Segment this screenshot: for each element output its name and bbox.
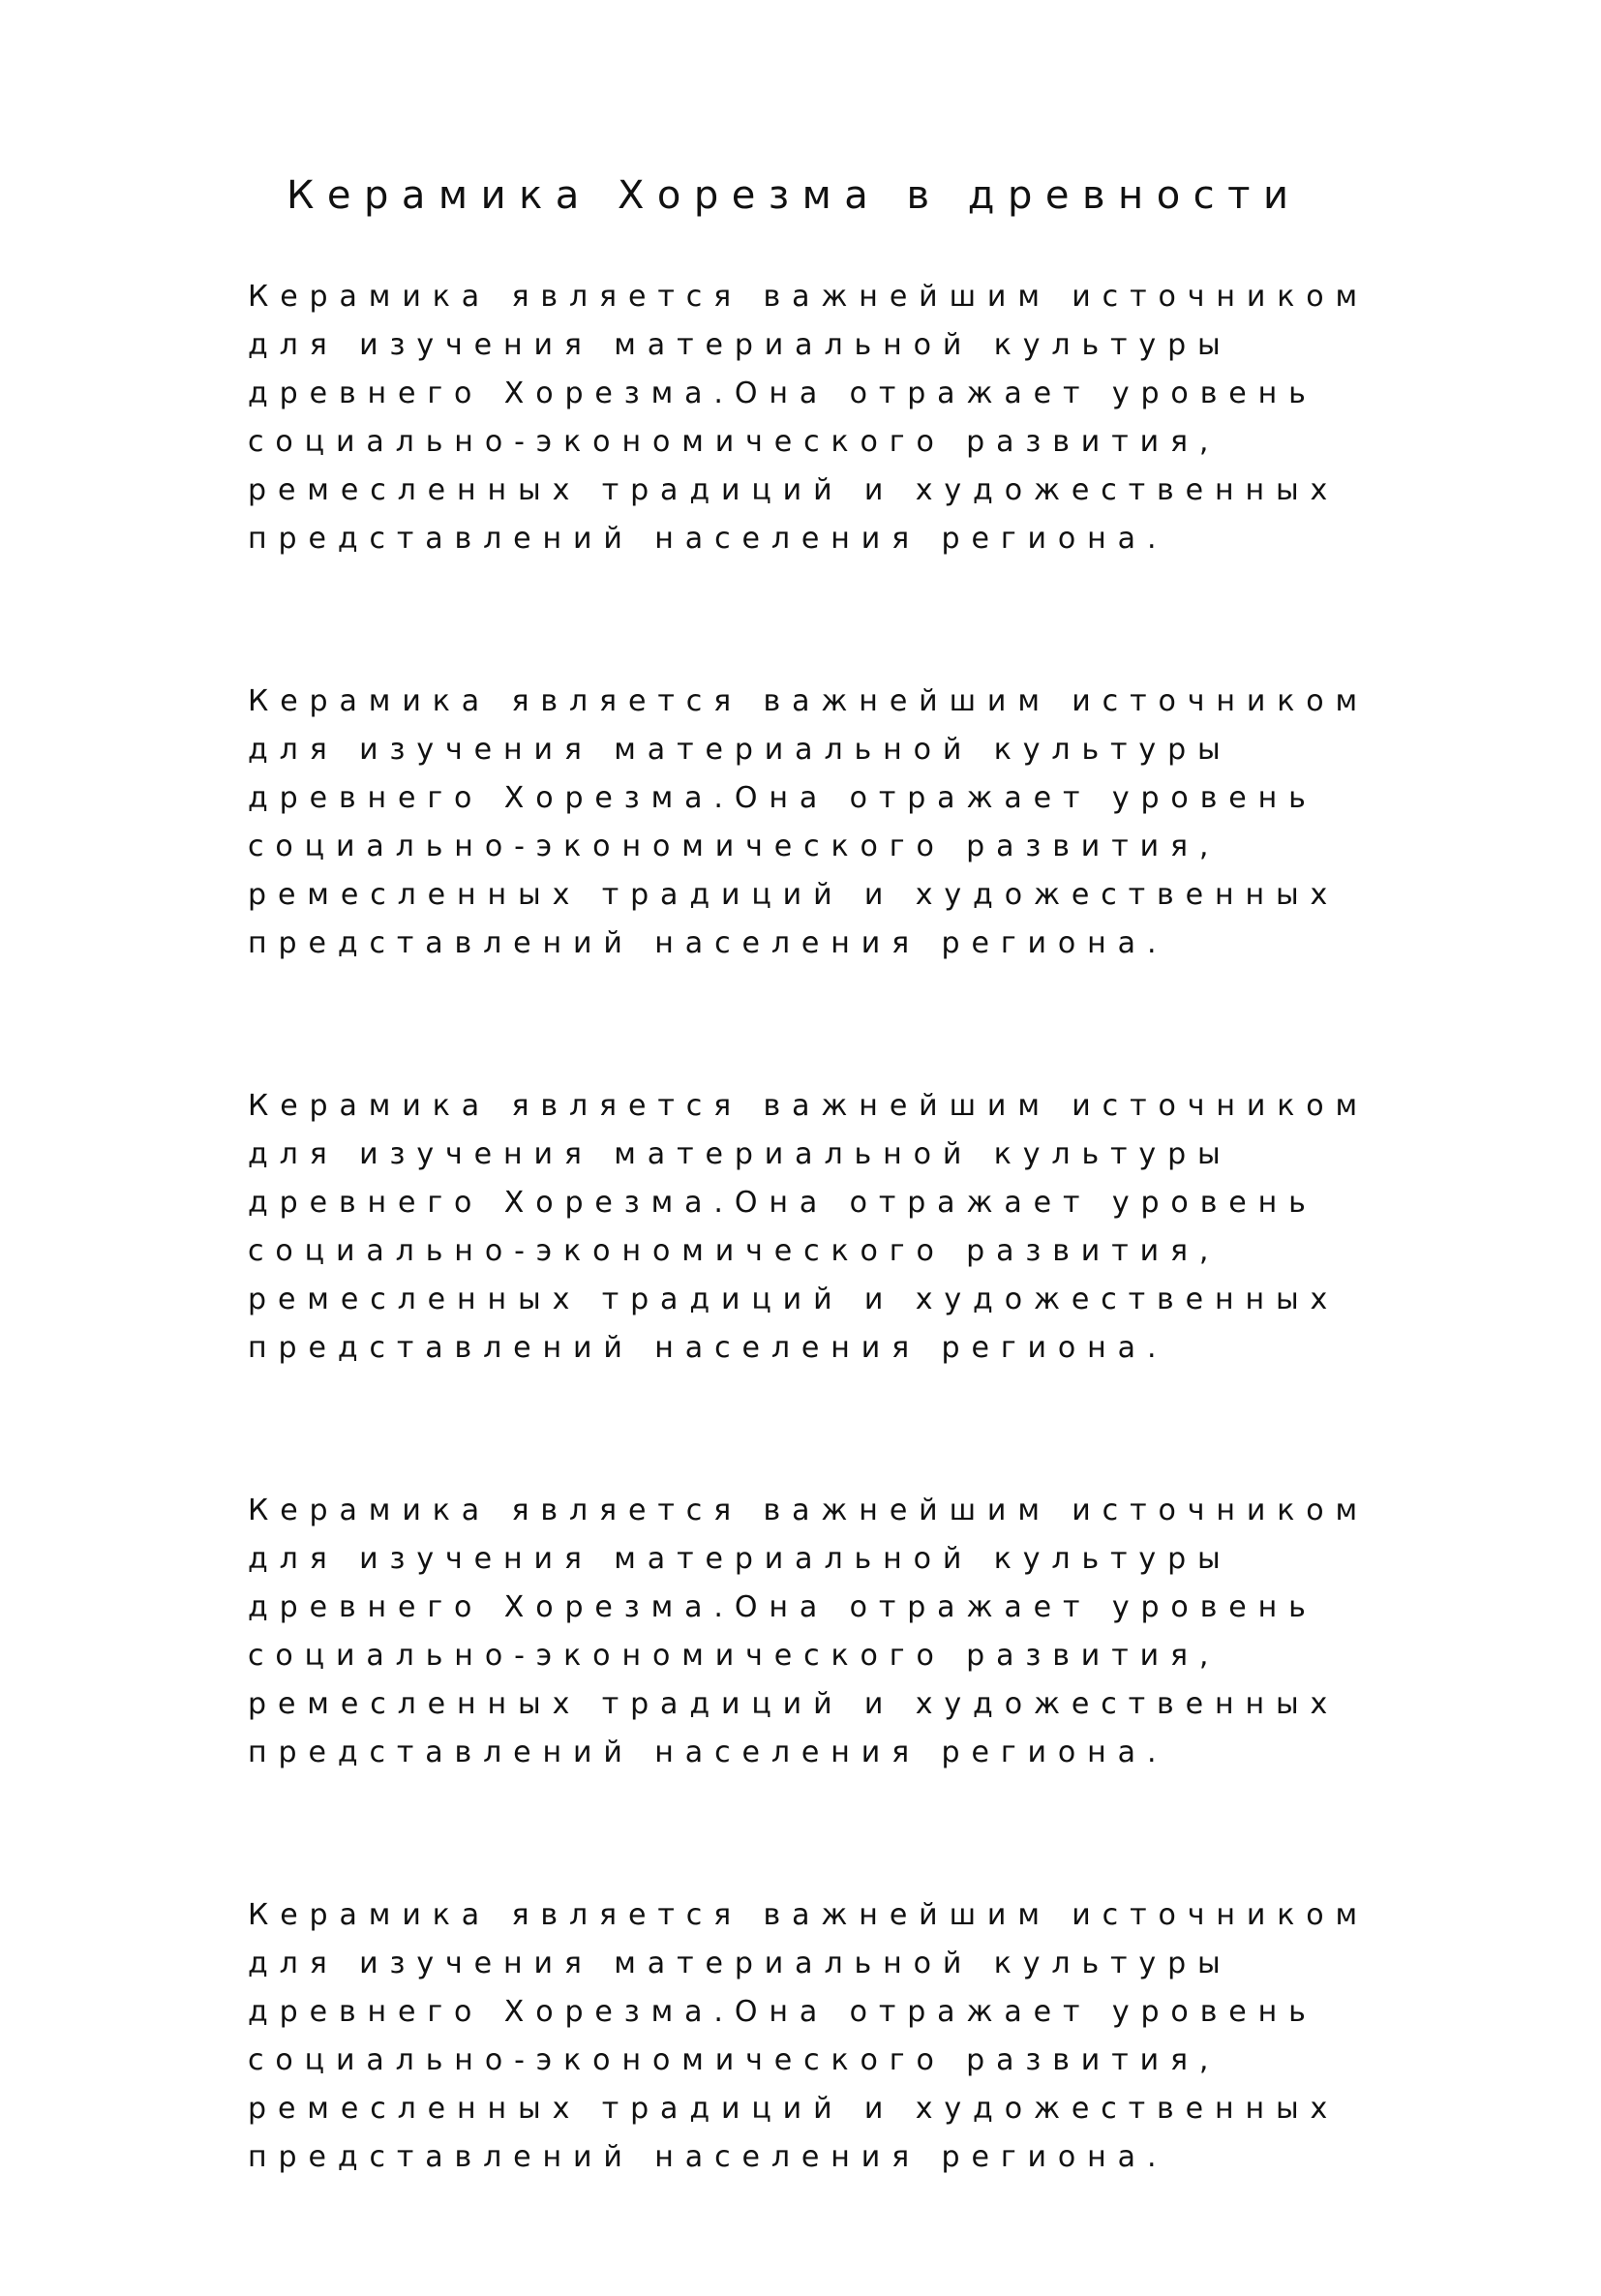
paragraph-line: ремесленных традиций и художественных [248,1283,1340,1316]
paragraph [248,1082,1506,1373]
paragraph-line: для изучения материальной культуры [248,1137,1232,1171]
paragraph-line: древнего Хорезма.Она отражает уровень [248,781,1317,815]
paragraph [248,1487,1506,1777]
paragraph [248,1891,1506,2182]
paragraph [248,273,1506,563]
paragraph-line: для изучения материальной культуры [248,328,1232,362]
paragraph-line: древнего Хорезма.Она отражает уровень [248,1186,1317,1220]
paragraph-line: социально-экономического развития, [248,1234,1221,1268]
paragraph-line: древнего Хорезма.Она отражает уровень [248,1590,1317,1624]
paragraph-line: ремесленных традиций и художественных [248,2092,1340,2126]
paragraph-line: социально-экономического развития, [248,2043,1221,2077]
paragraph-line: социально-экономического развития, [248,425,1221,459]
paragraph-line: Керамика является важнейшим источником [248,1089,1370,1123]
paragraph-line: Керамика является важнейшим источником [248,1494,1370,1527]
paragraph-line: Керамика является важнейшим источником [248,684,1370,718]
paragraph-line: представлений населения региона. [248,522,1168,556]
paragraph-line: социально-экономического развития, [248,1639,1221,1673]
paragraph-line: древнего Хорезма.Она отражает уровень [248,1995,1317,2029]
paragraph-line: Керамика является важнейшим источником [248,280,1370,314]
paragraph-line: для изучения материальной культуры [248,1947,1232,1980]
paragraph-line: представлений населения региона. [248,1331,1168,1365]
paragraph-line: ремесленных традиций и художественных [248,473,1340,507]
paragraph-line: представлений населения региона. [248,1736,1168,1769]
paragraph-line: социально-экономического развития, [248,830,1221,863]
paragraph-line: для изучения материальной культуры [248,1542,1232,1576]
document-body [248,273,1506,2296]
paragraph-line: ремесленных традиций и художественных [248,878,1340,912]
paragraph [248,678,1506,968]
paragraph-line: Керамика является важнейшим источником [248,1898,1370,1932]
paragraph-line: представлений населения региона. [248,2140,1168,2174]
paragraph-line: древнего Хорезма.Она отражает уровень [248,377,1317,410]
paragraph-line: представлений населения региона. [248,926,1168,960]
paragraph-line: ремесленных традиций и художественных [248,1687,1340,1721]
document-title: Керамика Хорезма в древности [287,173,1302,218]
paragraph-line: для изучения материальной культуры [248,733,1232,767]
